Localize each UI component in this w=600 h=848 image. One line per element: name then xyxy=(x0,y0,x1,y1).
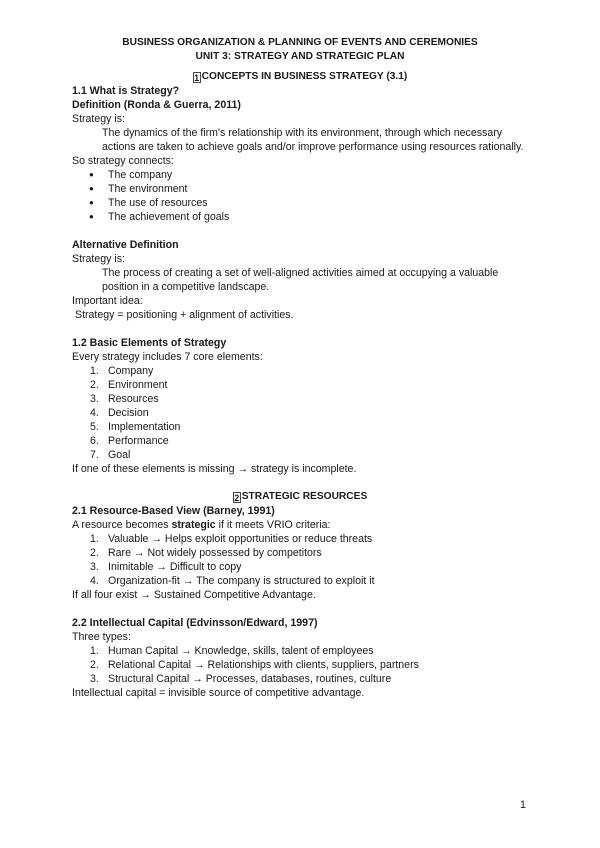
list-item: 4. Organization-fit → The company is structured to exploit it xyxy=(90,575,375,587)
section-2-number: 2 xyxy=(234,493,240,503)
list-item: 1. Human Capital → Knowledge, skills, talent of employees xyxy=(90,645,374,657)
section-1-heading xyxy=(72,70,528,84)
strategic-keyword: strategic xyxy=(171,519,216,531)
list-item: 7. Goal xyxy=(90,449,131,461)
alternative-definition-heading: Alternative Definition xyxy=(72,239,179,251)
list-item: ● The environment xyxy=(72,182,528,196)
list-item: 6. Performance xyxy=(90,435,169,447)
unit-title: UNIT 3: STRATEGY AND STRATEGIC PLAN xyxy=(195,51,405,62)
ic-note: Intellectual capital = invisible source of competitive advantage. xyxy=(72,687,365,699)
document-page xyxy=(72,36,528,700)
list-item: 1. Valuable → Helps exploit opportunities or reduce threats xyxy=(90,533,373,545)
list-item: 3. Inimitable → Difficult to copy xyxy=(90,561,242,573)
important-idea-text: Strategy = positioning + alignment of activities. xyxy=(75,309,294,321)
list-item: ● The company xyxy=(72,168,528,182)
ic-types-list xyxy=(72,644,528,686)
definition-text: The dynamics of the firm's relationship with its environment, through which necessary actions are taken to achieve goals and/or improve performance using resources rationally. xyxy=(102,127,524,153)
list-item: 3. Resources xyxy=(90,393,159,405)
connects-intro: So strategy connects: xyxy=(72,155,174,167)
list-item: ● The use of resources xyxy=(72,196,528,210)
basic-elements-heading: 1.2 Basic Elements of Strategy xyxy=(72,337,227,349)
what-is-strategy-heading: 1.1 What is Strategy? xyxy=(72,85,180,97)
definition-heading: Definition (Ronda & Guerra, 2011) xyxy=(72,99,241,111)
list-item: ● The achievement of goals xyxy=(72,210,528,224)
section-2-heading xyxy=(72,490,528,504)
elements-intro: Every strategy includes 7 core elements: xyxy=(72,351,263,363)
section-1-number: 1 xyxy=(194,73,200,83)
list-item: 2. Relational Capital → Relationships with clients, suppliers, partners xyxy=(90,659,419,671)
resource-based-view-heading: 2.1 Resource-Based View (Barney, 1991) xyxy=(72,505,275,517)
list-item: 2. Environment xyxy=(90,379,168,391)
vrio-list xyxy=(72,532,528,588)
section-1-title: CONCEPTS IN BUSINESS STRATEGY (3.1) xyxy=(201,71,408,82)
list-item: 3. Structural Capital → Processes, databases, routines, culture xyxy=(90,673,392,685)
vrio-note: If all four exist → Sustained Competitive Advantage. xyxy=(72,589,316,601)
strategy-is-label: Strategy is: xyxy=(72,113,125,125)
list-item: 5. Implementation xyxy=(90,421,181,433)
ic-intro: Three types: xyxy=(72,631,131,643)
important-idea-label: Important idea: xyxy=(72,295,143,307)
list-item: 1. Company xyxy=(90,365,154,377)
connects-list xyxy=(72,168,528,224)
list-item: 4. Decision xyxy=(90,407,149,419)
rbv-intro: A resource becomes strategic if it meets VRIO criteria: xyxy=(72,519,331,531)
page-number: 1 xyxy=(520,799,526,811)
section-2-title: STRATEGIC RESOURCES xyxy=(241,491,368,502)
list-item: 2. Rare → Not widely possessed by competitors xyxy=(90,547,322,559)
alternative-definition-text: The process of creating a set of well-aligned activities aimed at occupying a valuable position in a competitive landscape. xyxy=(102,267,499,293)
alt-strategy-is-label: Strategy is: xyxy=(72,253,125,265)
elements-list xyxy=(72,364,528,462)
elements-note: If one of these elements is missing → strategy is incomplete. xyxy=(72,463,357,475)
document-title: BUSINESS ORGANIZATION & PLANNING OF EVENTS AND CEREMONIES xyxy=(122,37,478,48)
intellectual-capital-heading: 2.2 Intellectual Capital (Edvinsson/Edward, 1997) xyxy=(72,617,318,629)
